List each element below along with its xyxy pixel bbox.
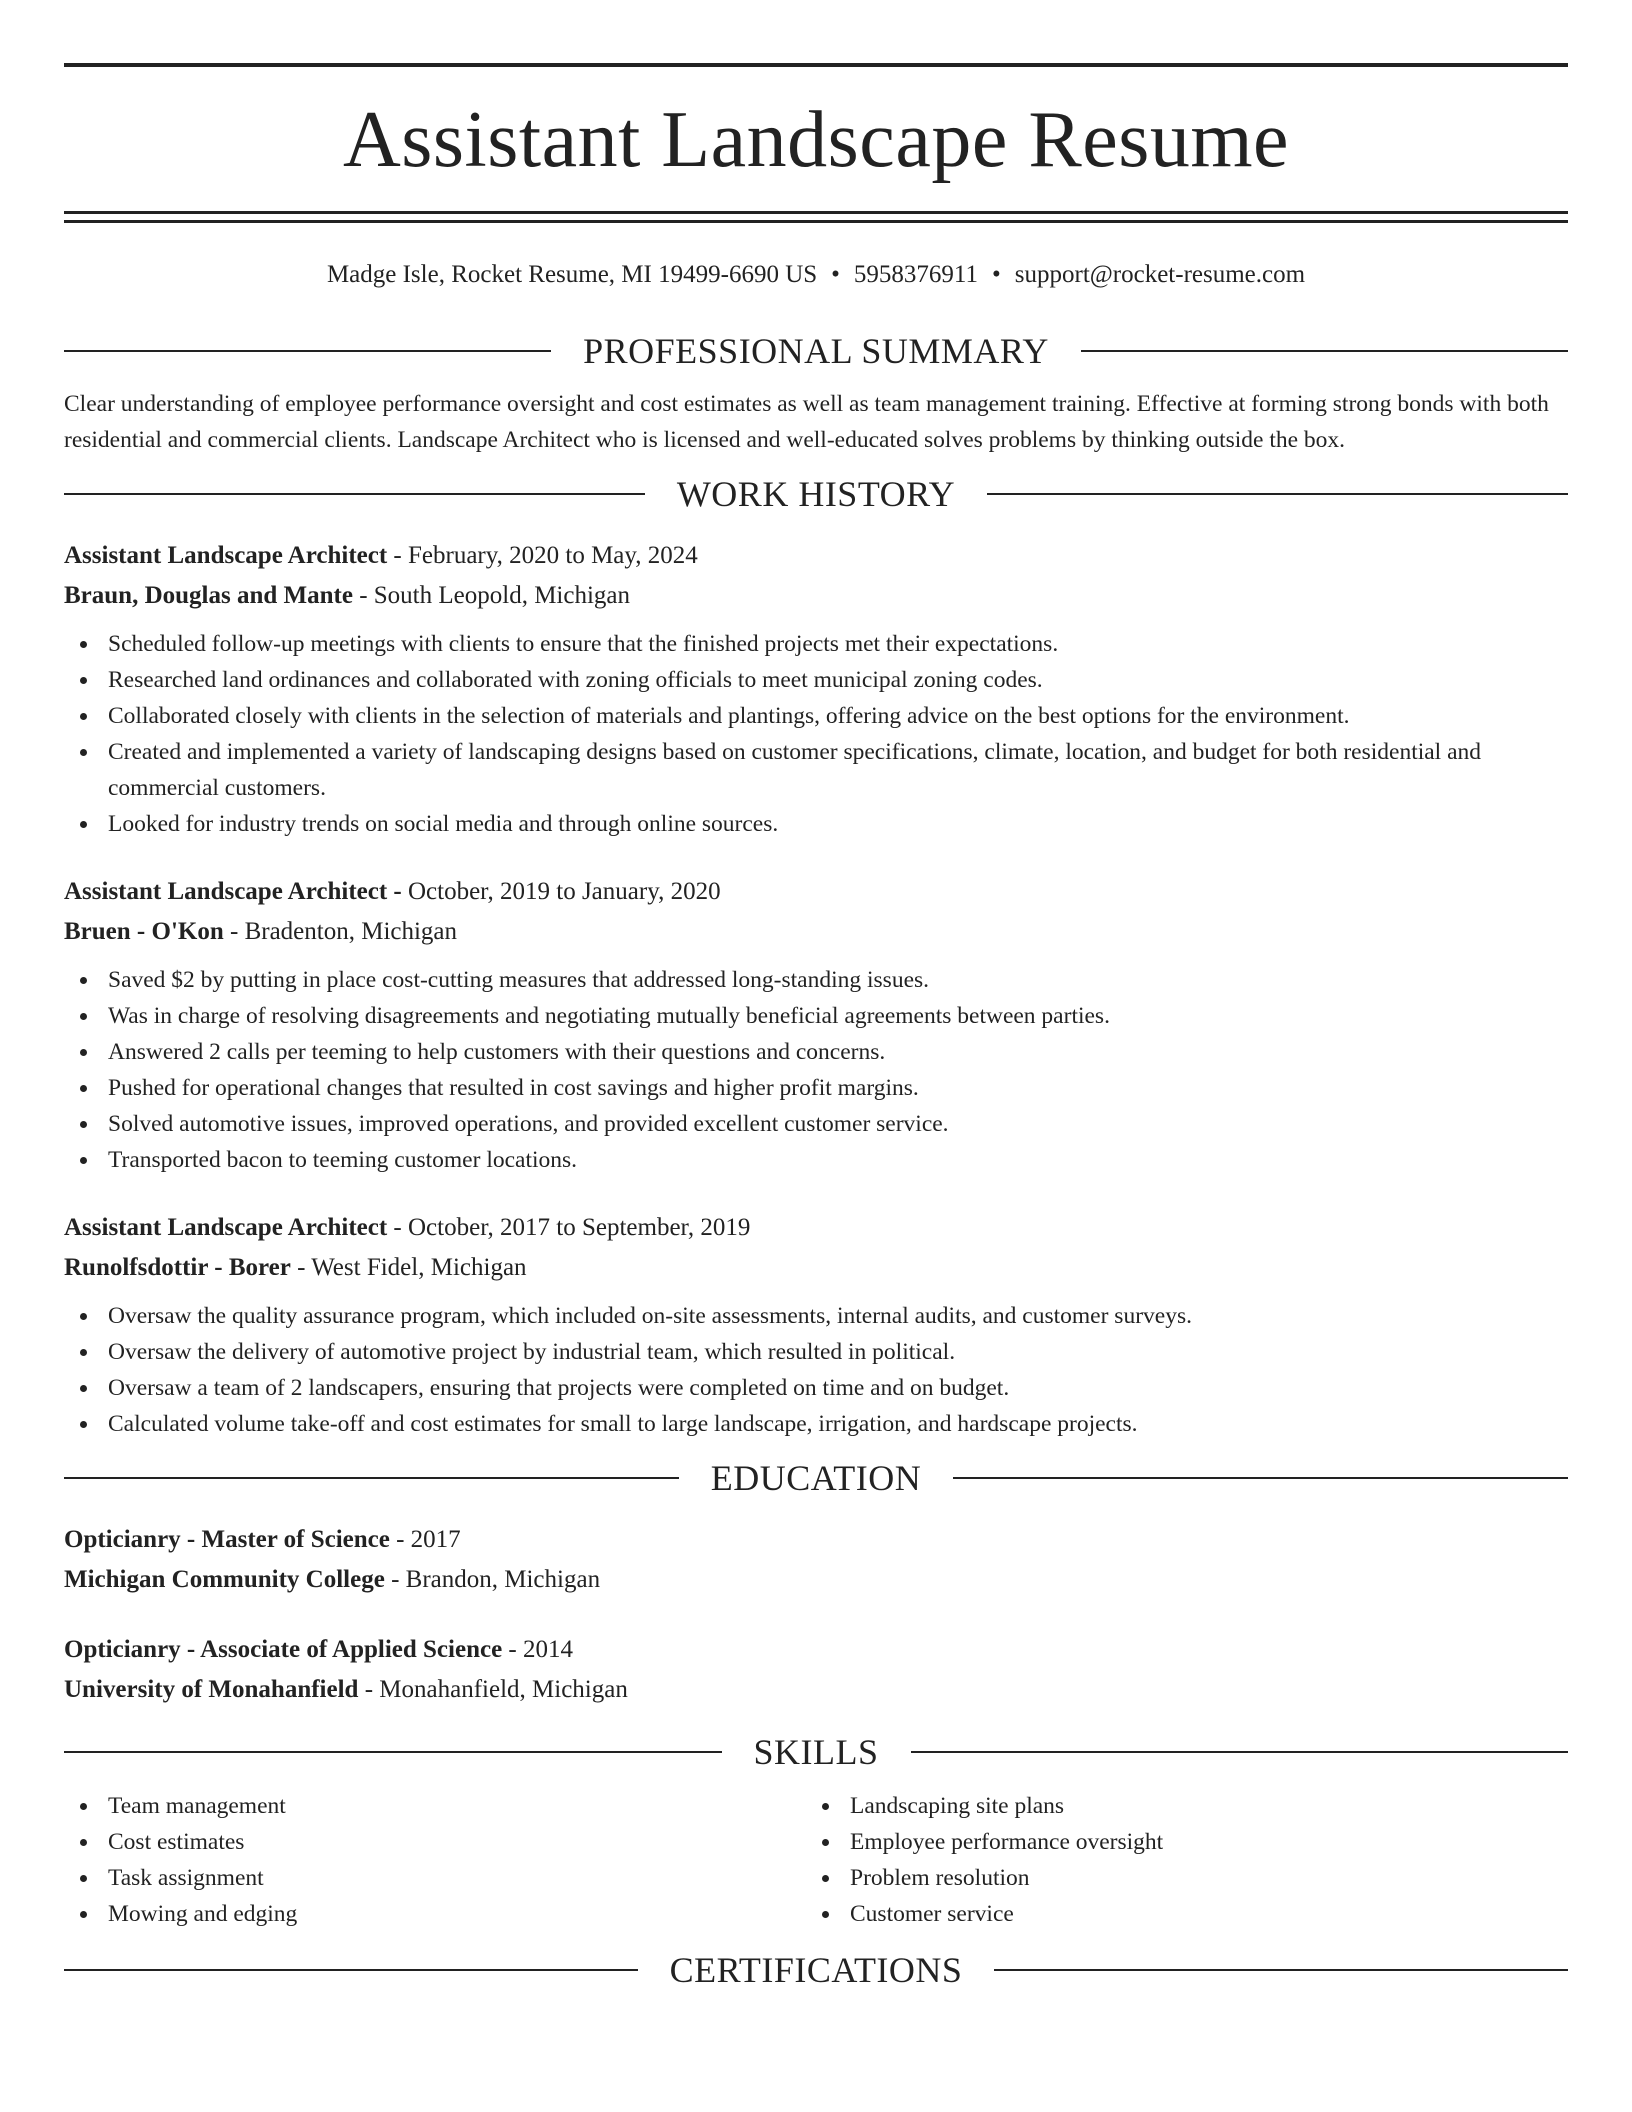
list-item: Transported bacon to teeming customer locations. (64, 1142, 1568, 1178)
skill-item: Team management (64, 1788, 806, 1824)
job-dates: - October, 2017 to September, 2019 (387, 1214, 751, 1241)
skill-item: Landscaping site plans (806, 1788, 1548, 1824)
contact-separator: • (992, 261, 1001, 288)
education-location: - Monahanfield, Michigan (358, 1676, 628, 1703)
skill-item: Mowing and edging (64, 1896, 806, 1932)
education-entry (64, 1520, 1568, 1600)
section-heading-skills (64, 1732, 1568, 1772)
job-location: - Bradenton, Michigan (223, 918, 458, 945)
skill-item: Customer service (806, 1896, 1548, 1932)
job-title-line (64, 536, 1568, 576)
job-bullets (64, 962, 1568, 1178)
list-item: Oversaw the delivery of automotive project by industrial team, which resulted in political. (64, 1334, 1568, 1370)
education-year: - 2017 (389, 1526, 461, 1553)
education-year: - 2014 (502, 1636, 573, 1663)
list-item: Oversaw a team of 2 landscapers, ensuring that projects were completed on time and on budget. (64, 1370, 1568, 1406)
contact-separator: • (831, 261, 840, 288)
contact-address: Madge Isle, Rocket Resume, MI 19499-6690 US (326, 261, 818, 288)
list-item: Pushed for operational changes that resulted in cost savings and higher profit margins. (64, 1070, 1568, 1106)
list-item: Answered 2 calls per teeming to help customers with their questions and concerns. (64, 1034, 1568, 1070)
job-entry (64, 536, 1568, 842)
job-company-line (64, 912, 1568, 952)
job-location: - South Leopold, Michigan (352, 582, 631, 609)
section-title: SKILLS (753, 1732, 879, 1772)
job-title-line (64, 1208, 1568, 1248)
skills-columns (64, 1788, 1568, 1932)
list-item: Oversaw the quality assurance program, which included on-site assessments, internal audits, and customer surveys. (64, 1298, 1568, 1334)
job-dates: October, 2019 to January, 2020 (401, 878, 721, 905)
contact-email: support@rocket-resume.com (1014, 261, 1306, 288)
education-degree-line (64, 1630, 1568, 1670)
section-heading-summary (64, 331, 1568, 371)
job-title: Assistant Landscape Architect (64, 542, 388, 569)
education-school-line (64, 1560, 1568, 1600)
list-item: Researched land ordinances and collaborated with zoning officials to meet municipal zoning codes. (64, 662, 1568, 698)
education-degree: Opticianry - Associate of Applied Science (64, 1636, 503, 1663)
job-entry (64, 1208, 1568, 1442)
section-title: PROFESSIONAL SUMMARY (583, 331, 1049, 371)
job-dates: - February, 2020 to May, 2024 (387, 542, 698, 569)
job-company: Bruen - O'Kon (64, 918, 224, 945)
education-degree-line (64, 1520, 1568, 1560)
list-item: Calculated volume take-off and cost estimates for small to large landscape, irrigation, and hardscape projects. (64, 1406, 1568, 1442)
job-company: Braun, Douglas and Mante (64, 582, 353, 609)
resume-page (64, 0, 1568, 1990)
education-school: University of Monahanfield (64, 1676, 359, 1703)
skill-item: Task assignment (64, 1860, 806, 1896)
header-top-rule (64, 63, 1568, 67)
list-item: Was in charge of resolving disagreements and negotiating mutually beneficial agreements between parties. (64, 998, 1568, 1034)
education-location: - Brandon, Michigan (384, 1566, 601, 1593)
contact-phone: 5958376911 (853, 261, 978, 288)
contact-line (64, 260, 1568, 290)
section-title: EDUCATION (710, 1458, 922, 1498)
section-title: WORK HISTORY (676, 474, 956, 514)
skill-item: Cost estimates (64, 1824, 806, 1860)
section-heading-education (64, 1458, 1568, 1498)
job-bullets (64, 1298, 1568, 1442)
job-bullets (64, 626, 1568, 842)
section-heading-work-history (64, 474, 1568, 514)
list-item: Looked for industry trends on social media and through online sources. (64, 806, 1568, 842)
job-company-line (64, 576, 1568, 616)
job-company-line (64, 1248, 1568, 1288)
education-school-line (64, 1670, 1568, 1710)
section-title: CERTIFICATIONS (669, 1950, 963, 1990)
list-item: Solved automotive issues, improved operations, and provided excellent customer service. (64, 1106, 1568, 1142)
education-entry (64, 1630, 1568, 1710)
skills-list-left (64, 1788, 806, 1932)
skills-list-right (806, 1788, 1548, 1932)
summary-text: Clear understanding of employee performance oversight and cost estimates as well as team management training. Effective at forming strong bonds with both residential and commercial clients. Landscape Architect who is licensed and well-educated solves problems by thinking outside the box. (64, 391, 1549, 453)
job-title: Assistant Landscape Architect - (64, 878, 402, 905)
skill-item: Problem resolution (806, 1860, 1548, 1896)
education-degree: Opticianry - Master of Science (64, 1526, 390, 1553)
job-title-line (64, 872, 1568, 912)
education-school: Michigan Community College (64, 1566, 385, 1593)
header-double-rule (64, 211, 1568, 223)
job-title: Assistant Landscape Architect (64, 1214, 388, 1241)
job-company: Runolfsdottir - Borer (64, 1254, 291, 1281)
job-entry (64, 872, 1568, 1178)
list-item: Collaborated closely with clients in the selection of materials and plantings, offering advice on the best options for the environment. (64, 698, 1568, 734)
section-heading-certifications (64, 1950, 1568, 1990)
list-item: Scheduled follow-up meetings with clients to ensure that the finished projects met their expectations. (64, 626, 1568, 662)
list-item: Created and implemented a variety of landscaping designs based on customer specifications, climate, location, and budget for both residential and commercial customers. (64, 734, 1568, 806)
job-location: - West Fidel, Michigan (290, 1254, 527, 1281)
resume-title: Assistant Landscape Resume (342, 96, 1290, 184)
skill-item: Employee performance oversight (806, 1824, 1548, 1860)
list-item: Saved $2 by putting in place cost-cutting measures that addressed long-standing issues. (64, 962, 1568, 998)
